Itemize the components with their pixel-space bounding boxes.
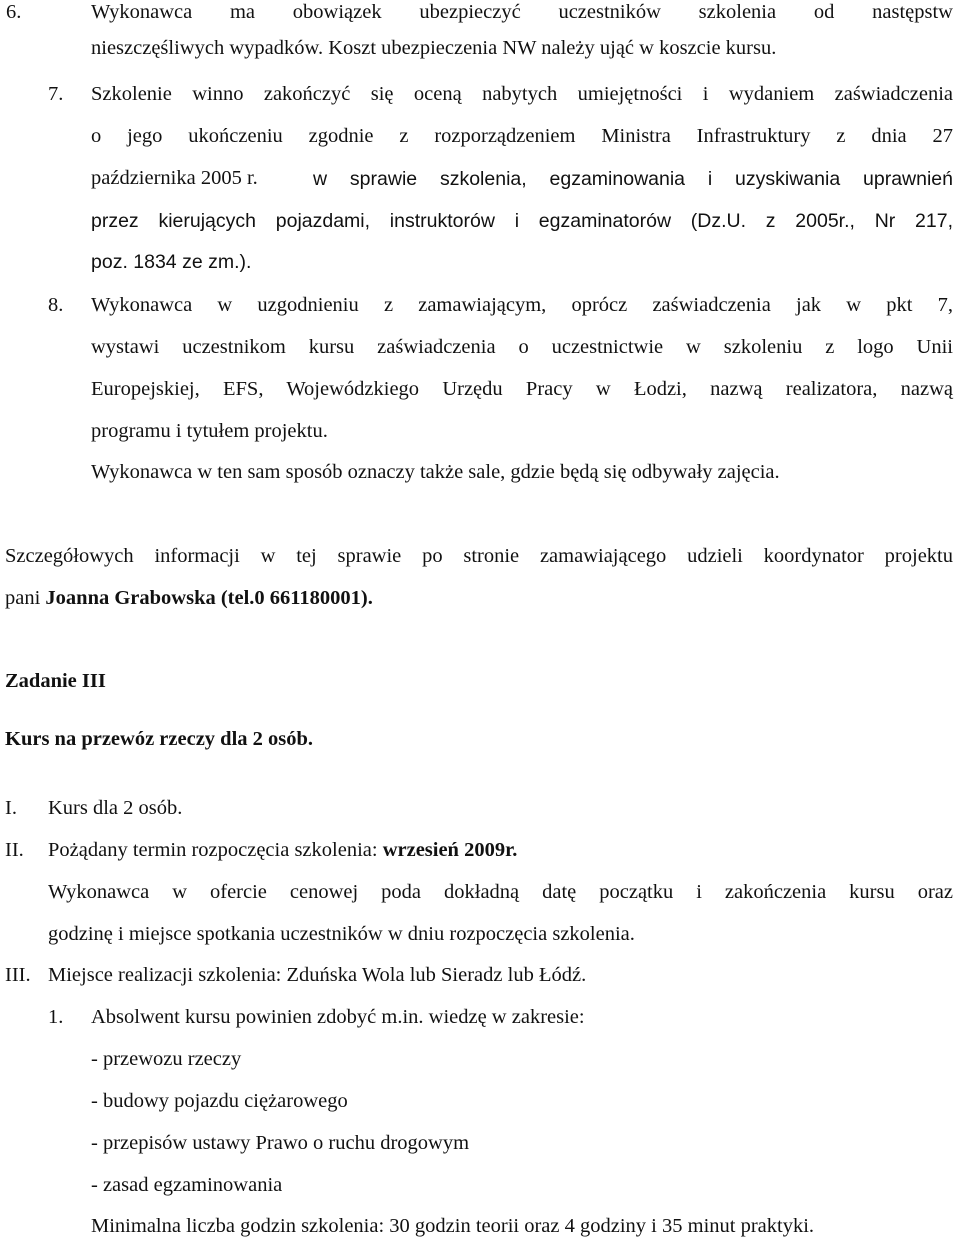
roman-ii-line-3: godzinę i miejsce spotkania uczestników w dniu rozpoczęcia szkolenia. [48,923,635,945]
minimum-hours: Minimalna liczba godzin szkolenia: 30 godzin teorii oraz 4 godziny i 35 minut praktyki. [91,1215,815,1237]
roman-ii-number: II. [5,839,24,861]
item-8-line-1: Wykonawca w uzgodnieniu z zamawiającym, oprócz zaświadczenia jak w pkt 7, [91,294,953,316]
roman-i-text: Kurs dla 2 osób. [48,797,183,819]
item-8-line-5: Wykonawca w ten sam sposób oznaczy także sale, gdzie będą się odbywały zajęcia. [91,461,780,483]
bullet-item: - przepisów ustawy Prawo o ruchu drogowym [91,1132,470,1154]
roman-ii-text: Pożądany termin rozpoczęcia szkolenia: [48,839,383,861]
roman-ii-date: wrzesień 2009r. [382,839,518,861]
item-8-line-4: programu i tytułem projektu. [91,420,328,442]
item-8-number: 8. [48,294,64,316]
roman-iii-text: Miejsce realizacji szkolenia: Zduńska Wola lub Sieradz lub Łódź. [48,964,587,986]
contact-name: Joanna Grabowska (tel.0 661180001). [45,587,373,609]
roman-iii-number: III. [5,964,31,986]
roman-i-number: I. [5,797,17,819]
item-6-line-2: nieszczęśliwych wypadków. Koszt ubezpieczenia NW należy ująć w koszcie kursu. [91,37,777,59]
task-heading: Zadanie III [5,670,106,692]
item-7-line-3a: października 2005 r. [91,167,258,189]
item-7-line-3b: w sprawie szkolenia, egzaminowania i uzyskiwania uprawnień [313,168,953,190]
item-8-line-2: wystawi uczestnikom kursu zaświadczenia o uczestnictwie w szkoleniu z logo Unii [91,336,953,358]
bullet-item: - przewozu rzeczy [91,1048,242,1070]
sub-1-text: Absolwent kursu powinien zdobyć m.in. wiedzę w zakresie: [91,1006,585,1028]
contact-prefix: pani [5,587,46,609]
contact-line-1: Szczegółowych informacji w tej sprawie po stronie zamawiającego udzieli koordynator projektu [5,545,953,567]
item-6-number: 6. [6,1,22,23]
item-7-number: 7. [48,83,64,105]
item-7-line-2: o jego ukończeniu zgodnie z rozporządzeniem Ministra Infrastruktury z dnia 27 [91,125,953,147]
roman-ii-line-1 [48,838,517,862]
bullet-item: - budowy pojazdu ciężarowego [91,1090,348,1112]
contact-line-2 [5,586,373,610]
roman-ii-line-2: Wykonawca w ofercie cenowej poda dokładną datę początku i zakończenia kursu oraz [48,881,953,903]
sub-1-number: 1. [48,1006,64,1028]
bullet-item: - zasad egzaminowania [91,1174,283,1196]
item-8-line-3: Europejskiej, EFS, Wojewódzkiego Urzędu Pracy w Łodzi, nazwą realizatora, nazwą [91,378,953,400]
task-subheading: Kurs na przewóz rzeczy dla 2 osób. [5,728,314,750]
item-6-line-1: Wykonawca ma obowiązek ubezpieczyć uczestników szkolenia od następstw [91,1,953,23]
item-7-line-1: Szkolenie winno zakończyć się oceną nabytych umiejętności i wydaniem zaświadczenia [91,83,953,105]
item-7-line-4: przez kierujących pojazdami, instruktorów i egzaminatorów (Dz.U. z 2005r., Nr 217, [91,210,953,232]
item-7-line-5: poz. 1834 ze zm.). [91,251,252,273]
